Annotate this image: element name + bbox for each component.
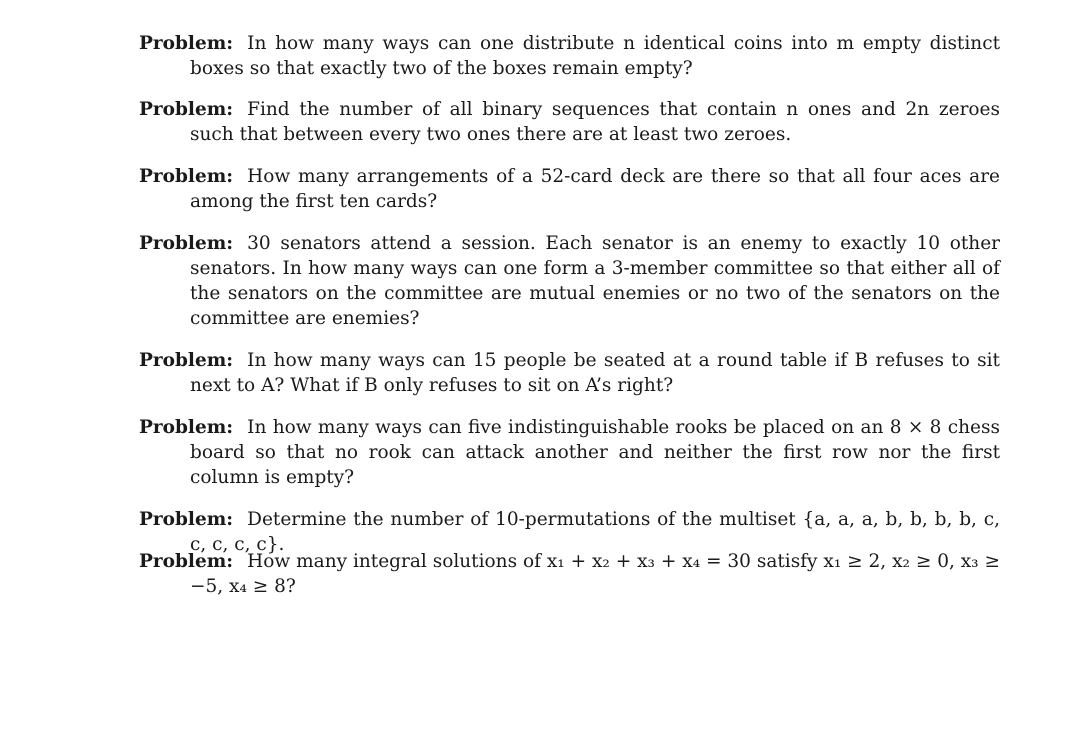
problem-8 bbox=[139, 549, 1000, 599]
problem-text: How many arrangements of a 52-card deck are there so that all four aces are among the first ten cards? bbox=[190, 166, 1000, 212]
problem-label: Problem: bbox=[139, 350, 234, 371]
problem-text: How many integral solutions of x₁ + x₂ + x₃ + x₄ = 30 satisfy x₁ ≥ 2, x₂ ≥ 0, x₃ ≥ −5, x₄ ≥ 8? bbox=[190, 551, 1000, 597]
problem-label: Problem: bbox=[139, 99, 234, 120]
problem-label: Problem: bbox=[139, 166, 234, 187]
problem-text: In how many ways can five indistinguishable rooks be placed on an 8 × 8 chess board so that no rook can attack another and neither the first row nor the first column is empty? bbox=[190, 417, 1000, 488]
problem-5 bbox=[139, 348, 1000, 398]
problem-text: 30 senators attend a session. Each senator is an enemy to exactly 10 other senators. In how many ways can one form a 3-member committee so that either all of the senators on the committee are mutual enemies or no two of the senators on the committee are enemies? bbox=[190, 233, 1000, 329]
problem-label: Problem: bbox=[139, 33, 234, 54]
problem-text: Find the number of all binary sequences that contain n ones and 2n zeroes such that between every two ones there are at least two zeroes. bbox=[190, 99, 1000, 145]
problem-2 bbox=[139, 97, 1000, 147]
problem-text: In how many ways can 15 people be seated at a round table if B refuses to sit next to A? What if B only refuses to sit on A’s right? bbox=[190, 350, 1000, 396]
problem-label: Problem: bbox=[139, 417, 234, 438]
problem-label: Problem: bbox=[139, 551, 234, 572]
problem-label: Problem: bbox=[139, 233, 234, 254]
problem-text: Determine the number of 10-permutations of the multiset {a, a, a, b, b, b, b, c, c, c, c, c}. bbox=[190, 509, 1000, 555]
problem-6 bbox=[139, 415, 1000, 490]
problem-text: In how many ways can one distribute n identical coins into m empty distinct boxes so that exactly two of the boxes remain empty? bbox=[190, 33, 1000, 79]
problem-label: Problem: bbox=[139, 509, 234, 530]
problem-3 bbox=[139, 164, 1000, 214]
problem-1 bbox=[139, 31, 1000, 81]
problem-4 bbox=[139, 231, 1000, 331]
